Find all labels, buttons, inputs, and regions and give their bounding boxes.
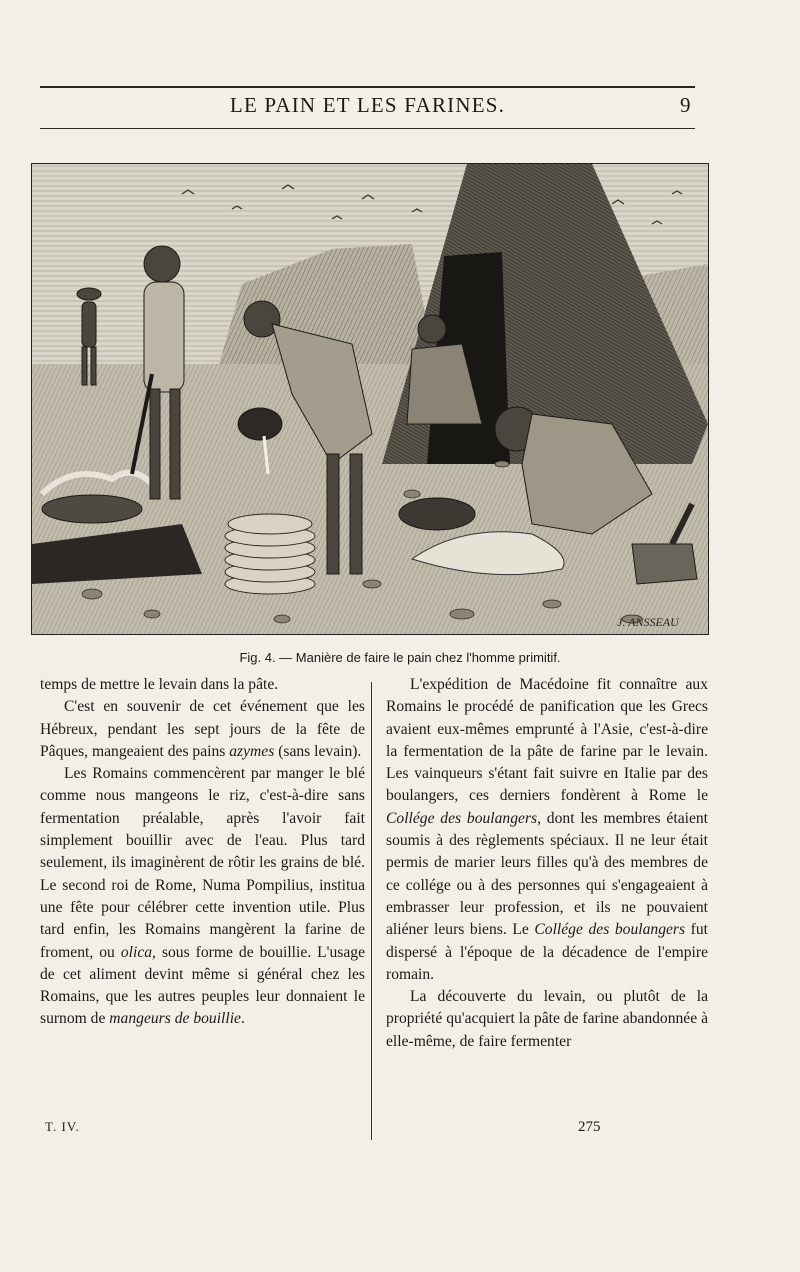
left-paragraph-3: Les Romains commencèrent par manger le blé comme nous mangeons le riz, c'est-à-dire sans fermentation préalable, après l'avoir fait simplement bouillir avec de l'eau. Plus tard seulement, ils imaginèrent de rôtir les grains de blé. Le second roi de Rome, Numa Pompilius, institua une fête pour célébrer cette invention utile. Plus tard enfin, les Romains mangèrent la farine de froment, ou olica, sous forme de bouillie. L'usage de cet aliment devint même si général chez les Romains, que les autres peuples leur donnaient le surnom de mangeurs de bouillie.: [40, 765, 366, 1028]
engraver-signature: J. ANSSEAU: [617, 615, 679, 629]
flatbread-stack: [225, 514, 315, 594]
left-column: [40, 674, 365, 1031]
running-title: LE PAIN ET LES FARINES.: [229, 93, 506, 117]
right-column: [386, 674, 708, 1053]
header-rule-top: [40, 86, 695, 88]
figure-caption: Fig. 4. — Manière de faire le pain chez l'homme primitif.: [239, 650, 561, 665]
mortar: [632, 544, 697, 584]
right-paragraph-1: L'expédition de Macédoine fit connaître aux Romains le procédé de panification que les Grecs avaient eux-mêmes emprunté à l'Asie, c'est-à-dire la fermentation de la pâte de farine par le levain. Les vainqueurs s'étant fait suivre en Italie par des boulangers, ces derniers fondèrent à Rome le Collége des boulangers, dont les membres étaient soumis à des règlements spéciaux. Il ne leur était permis de marier leurs filles qu'à des membres de ce collége ou à des personnes qui s'engageaient à embrasser leur profession, et ils ne pouvaient aliéner leurs biens. Le Collége des boulangers fut dispersé à l'époque de la décadence de l'empire romain.: [386, 676, 708, 983]
left-paragraph-2: C'est en souvenir de cet événement que les Hébreux, pendant les sept jours de la fête de Pâques, mangeaient des pains azymes (sans levain).: [40, 698, 365, 760]
engraving-figure: [31, 163, 709, 635]
right-paragraph-2: La découverte du levain, ou plutôt de la propriété qu'acquiert la pâte de farine abandonnée à elle-même, de faire fermenter: [386, 988, 708, 1050]
cooking-stone: [42, 495, 142, 523]
grinding-stone: [399, 498, 475, 530]
header-rule-bottom: [40, 128, 695, 129]
signature-mark: 275: [578, 1119, 601, 1135]
left-paragraph-1: temps de mettre le levain dans la pâte.: [40, 676, 279, 693]
tome-mark: T. IV.: [45, 1119, 80, 1134]
page-number: 9: [680, 93, 691, 117]
engraving-illustration: [32, 164, 708, 634]
column-divider: [371, 682, 372, 1140]
